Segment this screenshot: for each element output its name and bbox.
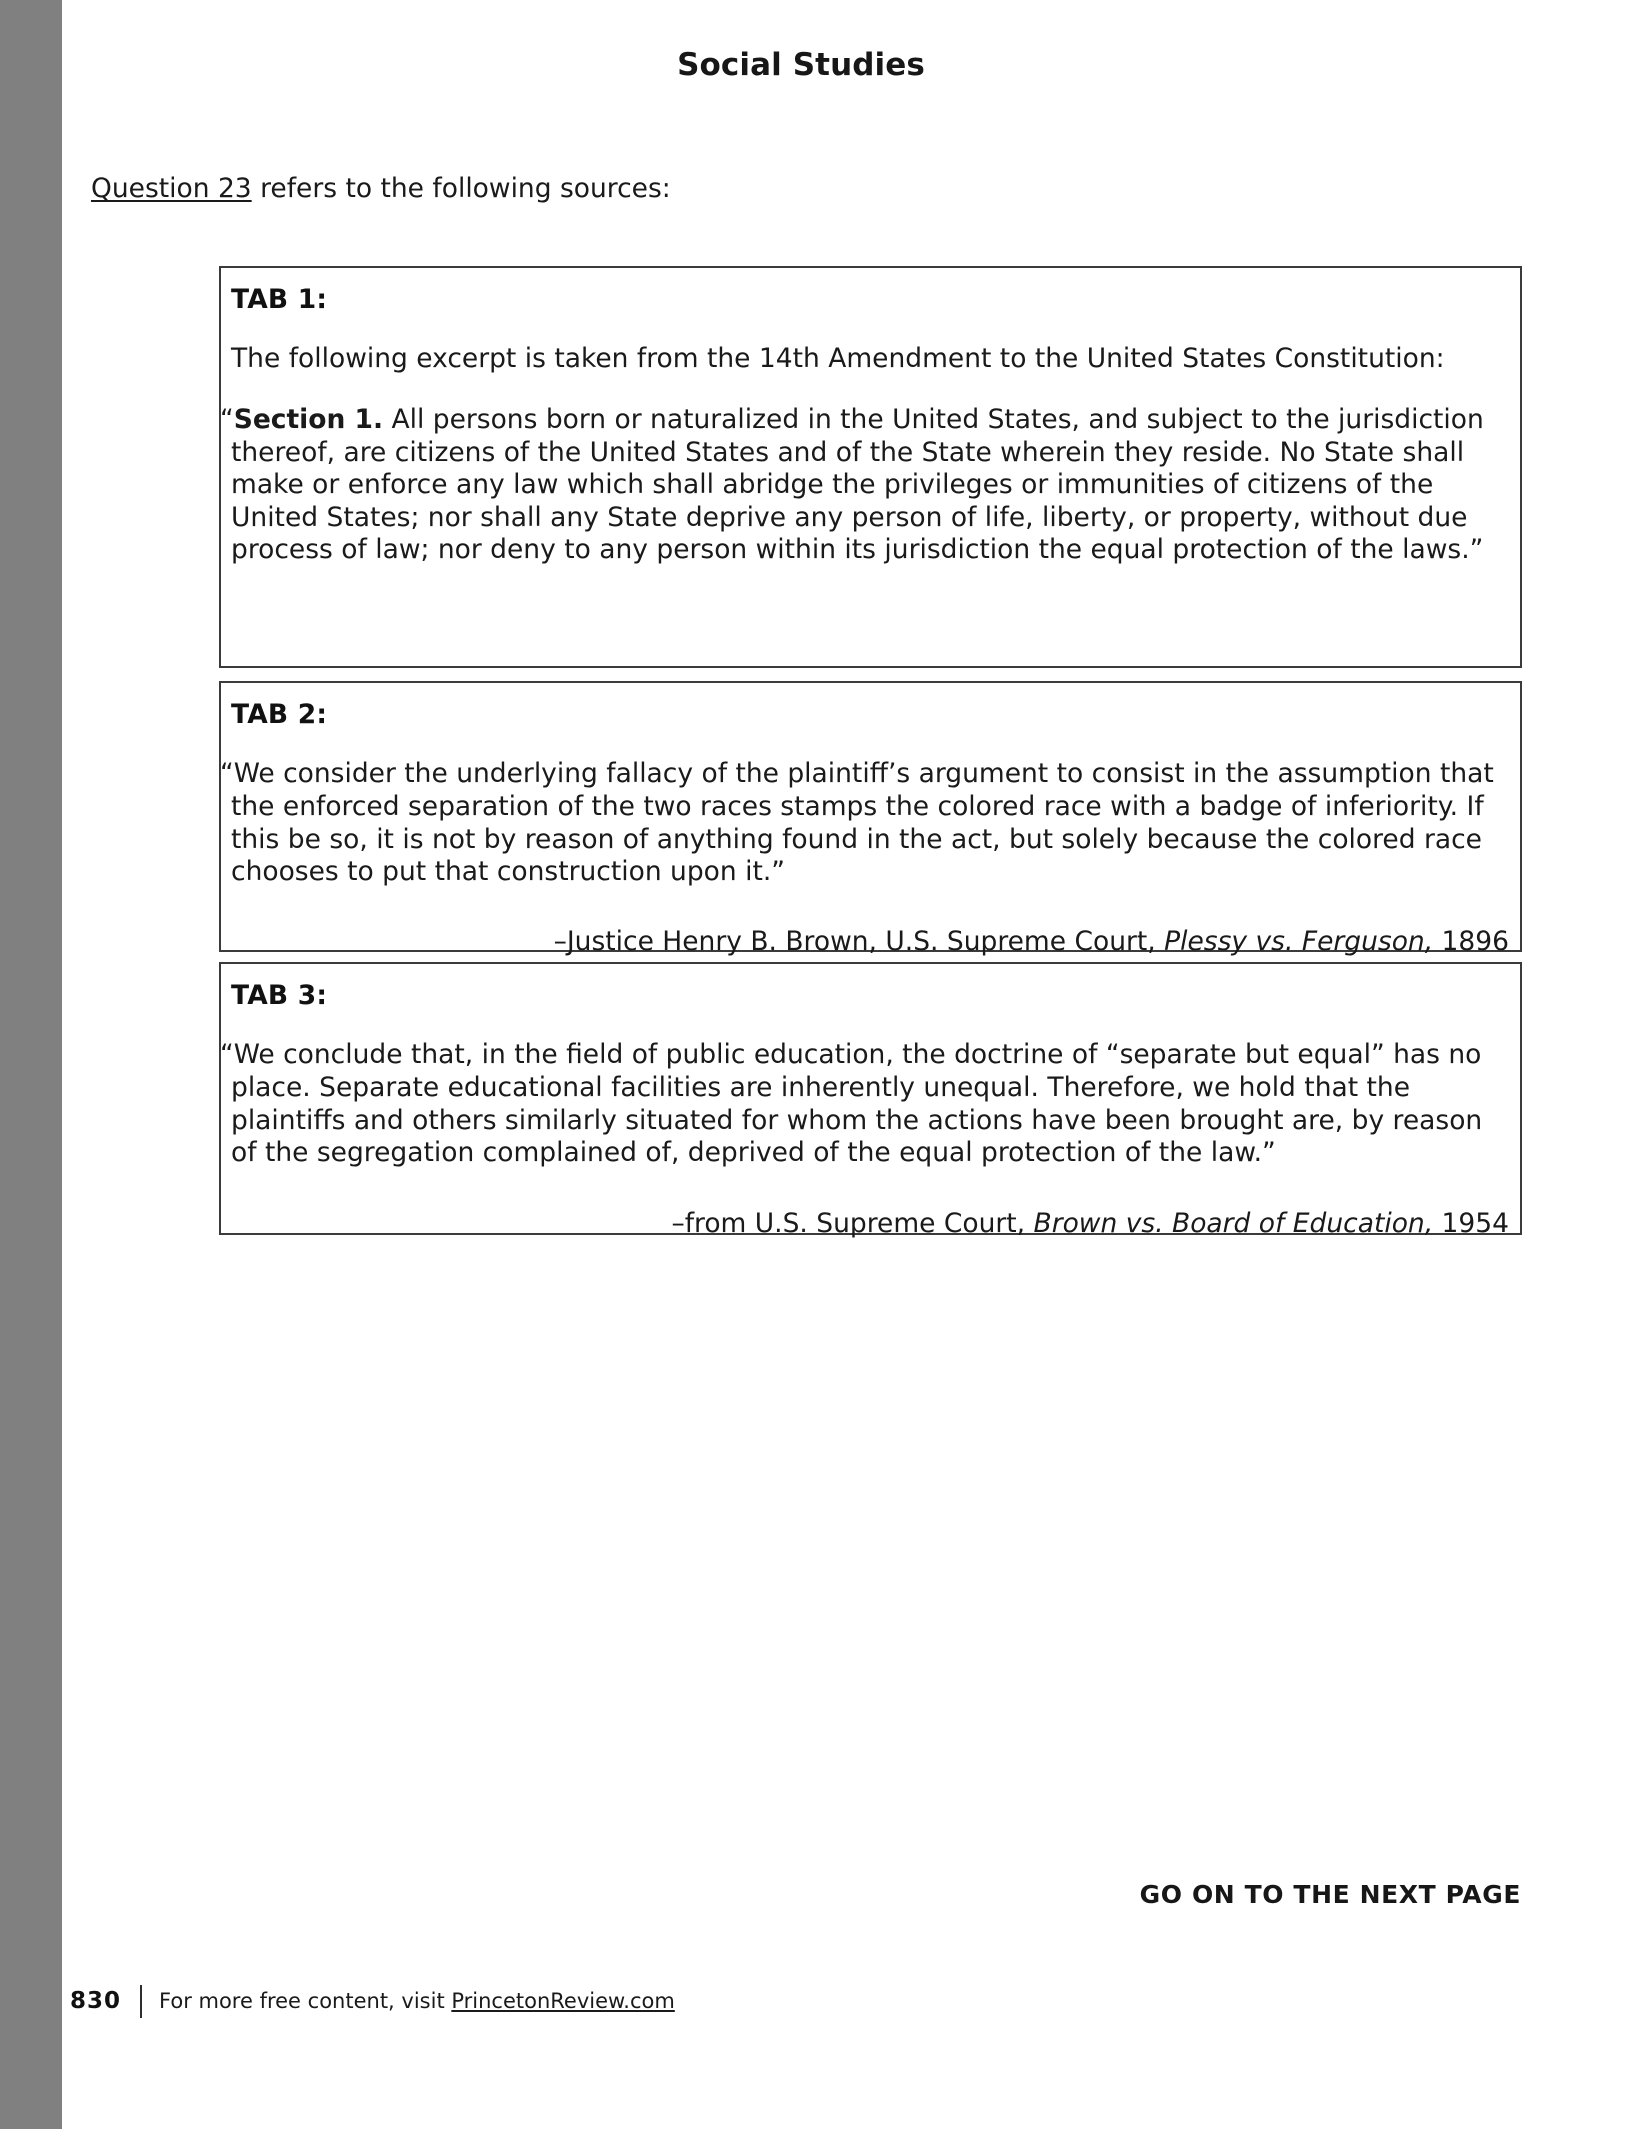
- source-box-tab-3: [219, 962, 1522, 1239]
- quote-body-tab-1: All persons born or naturalized in the United States, and subject to the jurisdiction thereof, are citizens of the United States and of the State wherein they reside. No State shall make or enforce any law which shall abridge the privileges or immunities of citizens of the United States; nor shall any State deprive any person of life, liberty, or property, without due process of law; nor deny to any person within its jurisdiction the equal protection of the laws.”: [231, 404, 1484, 566]
- left-gutter-bar: [0, 0, 62, 2129]
- footer-note-prefix: For more free content, visit: [159, 1989, 452, 2013]
- source-quote-tab-3: “We conclude that, in the field of public education, the doctrine of “separate but equal” has no place. Separate educational facilities are inherently unequal. Therefore, we hold that the plaintiffs and others similarly situated for whom the actions have been brought are, by reason of the segregation complained of, deprived of the equal protection of the law.”: [220, 1039, 1483, 1169]
- attribution-case-tab-3: Brown vs. Board of Education,: [1033, 1207, 1434, 1239]
- quote-bold-lead-tab-1: Section 1.: [233, 404, 384, 436]
- footer-divider: [140, 1985, 142, 2018]
- source-box-tab-1: [219, 266, 1522, 668]
- page-footer: [70, 1984, 675, 2018]
- attribution-year-tab-2: 1896: [1433, 925, 1509, 957]
- page-sheet: [62, 0, 1640, 2129]
- footer-site-link[interactable]: PrincetonReview.com: [451, 1989, 675, 2013]
- footer-note: [159, 1989, 675, 2013]
- source-quote-tab-2: “We consider the underlying fallacy of the plaintiff’s argument to consist in the assumption that the enforced separation of the two races stamps the colored race with a badge of inferiority. If this be so, it is not by reason of anything found in the act, but solely because the colored race chooses to put that construction upon it.”: [220, 758, 1494, 888]
- source-label-tab-3: TAB 3:: [231, 980, 328, 1011]
- source-box-tab-2: [219, 681, 1522, 957]
- attribution-prefix-tab-3: –from U.S. Supreme Court,: [671, 1207, 1034, 1239]
- question-lead-in: [91, 173, 671, 204]
- source-label-tab-1: TAB 1:: [231, 284, 328, 315]
- source-intro-tab-1: The following excerpt is taken from the 14th Amendment to the United States Constitution:: [231, 343, 1445, 375]
- attribution-year-tab-3: 1954: [1433, 1207, 1509, 1239]
- quote-open-mark-tab-1: “: [220, 404, 234, 436]
- question-lead-rest: refers to the following sources:: [251, 173, 671, 204]
- source-box-tab-2-inner: [221, 683, 1520, 958]
- source-box-tab-3-inner: [221, 964, 1520, 1240]
- source-box-tab-1-inner: [221, 268, 1520, 567]
- attribution-prefix-tab-2: –Justice Henry B. Brown, U.S. Supreme Court,: [553, 925, 1165, 957]
- source-quote-tab-1: [220, 404, 1510, 567]
- source-attribution-tab-2: [231, 926, 1510, 959]
- page-title: Social Studies: [677, 47, 925, 83]
- question-reference: Question 23: [91, 173, 252, 204]
- go-on-to-next-page-notice: GO ON TO THE NEXT PAGE: [1139, 1880, 1521, 1909]
- source-label-tab-2: TAB 2:: [231, 699, 328, 730]
- source-attribution-tab-3: [231, 1208, 1510, 1241]
- attribution-case-tab-2: Plessy vs. Ferguson,: [1164, 925, 1434, 957]
- footer-page-number: 830: [70, 1988, 122, 2014]
